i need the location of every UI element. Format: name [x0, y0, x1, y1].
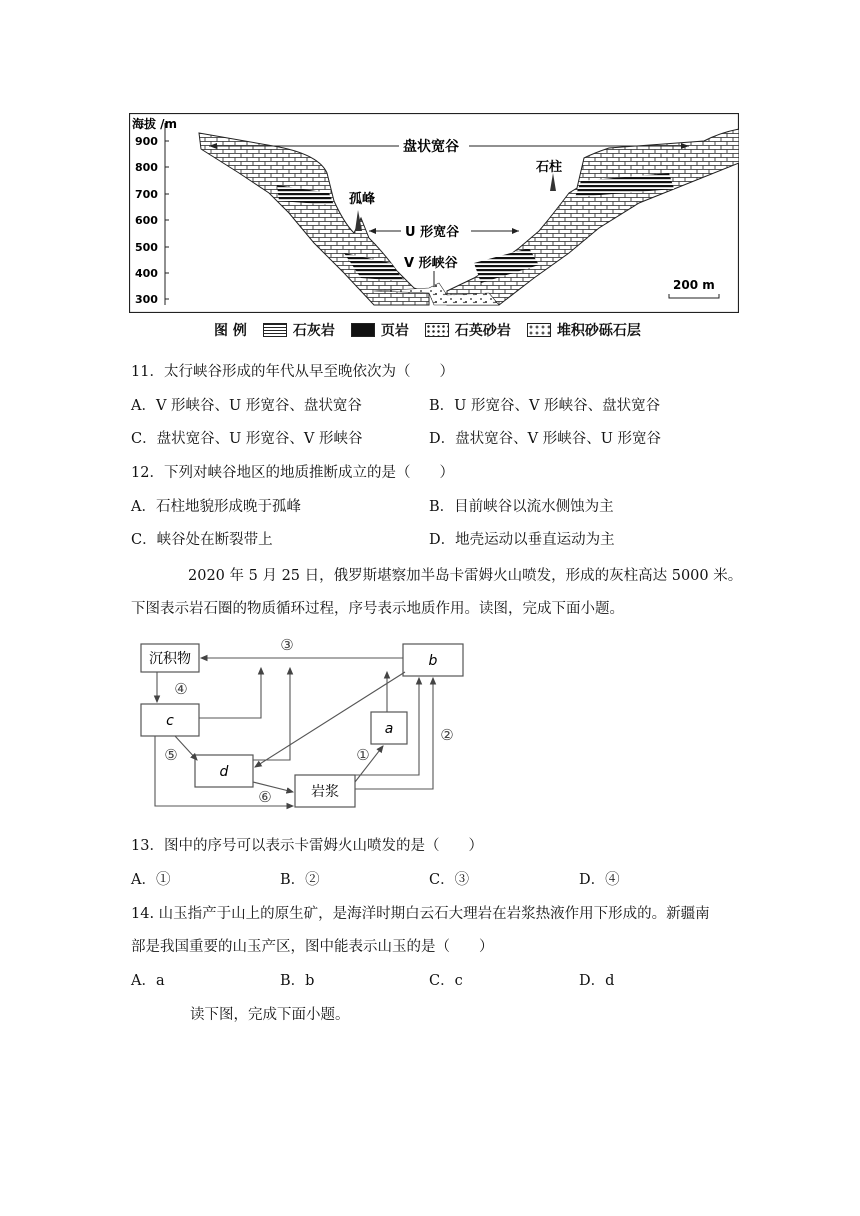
box-c-label: c	[166, 713, 174, 729]
process-2: ②	[440, 726, 454, 744]
box-b-label: b	[428, 653, 438, 669]
rock-cycle-diagram	[135, 632, 480, 817]
canyon-profile-figure	[129, 113, 739, 313]
q12-option-d[interactable]: D．地壳运动以垂直运动为主	[429, 532, 615, 548]
y-tick: 800	[135, 161, 158, 174]
q11-option-b[interactable]: B．U 形宽谷、V 形峡谷、盘状宽谷	[429, 398, 661, 414]
legend-shale: 页岩	[380, 323, 409, 339]
question-11-stem: 11．太行峡谷形成的年代从早至晚依次为（ ）	[131, 364, 454, 380]
figure1-legend	[214, 320, 641, 340]
intro-line-2: 下图表示岩石圈的物质循环过程，序号表示地质作用。读图，完成下面小题。	[131, 601, 624, 617]
question-14-stem-line-1: 14. 山玉指产于山上的原生矿，是海洋时期白云石大理岩在岩浆热液作用下形成的。新疆南	[131, 906, 710, 922]
q11-option-d[interactable]: D．盘状宽谷、V 形峡谷、U 形宽谷	[429, 431, 662, 447]
y-tick: 900	[135, 135, 158, 148]
gravel-swatch	[527, 323, 551, 337]
intro-line-1: 2020 年 5 月 25 日，俄罗斯堪察加半岛卡雷姆火山喷发，形成的灰柱高达 5000 米。	[188, 568, 743, 584]
limestone-swatch	[263, 323, 287, 337]
box-a-label: a	[384, 721, 394, 737]
q13-option-d[interactable]: D．④	[579, 872, 620, 888]
scale-label: 200 m	[673, 278, 715, 292]
label-wide-valley: 盘状宽谷	[403, 139, 459, 155]
q12-option-c[interactable]: C．峡谷处在断裂带上	[131, 532, 273, 548]
process-3: ③	[280, 636, 294, 654]
label-u-valley: U 形宽谷	[405, 225, 460, 240]
q11-option-c[interactable]: C．盘状宽谷、U 形宽谷、V 形峡谷	[131, 431, 363, 447]
box-magma-label: 岩浆	[311, 784, 339, 800]
q12-option-a[interactable]: A．石柱地貌形成晚于孤峰	[131, 499, 301, 515]
question-12-stem: 12．下列对峡谷地区的地质推断成立的是（ ）	[131, 465, 454, 481]
q13-option-b[interactable]: B．②	[280, 872, 320, 888]
y-tick: 700	[135, 188, 158, 201]
stone-pillar	[550, 173, 556, 191]
legend-limestone: 石灰岩	[292, 323, 335, 339]
q14-option-c[interactable]: C．c	[429, 973, 463, 989]
legend-quartz-sandstone: 石英砂岩	[454, 323, 511, 339]
closing-instruction: 读下图，完成下面小题。	[190, 1007, 350, 1023]
q12-option-b[interactable]: B．目前峡谷以流水侧蚀为主	[429, 499, 614, 515]
q13-option-a[interactable]: A．①	[131, 872, 171, 888]
q14-option-a[interactable]: A．a	[131, 973, 165, 989]
shale-swatch	[351, 323, 375, 337]
box-d-label: d	[219, 764, 229, 780]
question-13-stem: 13．图中的序号可以表示卡雷姆火山喷发的是（ ）	[131, 838, 483, 854]
q13-option-c[interactable]: C．③	[429, 872, 470, 888]
process-4: ④	[174, 680, 188, 698]
label-stone-pillar: 石柱	[536, 160, 563, 175]
q14-option-d[interactable]: D．d	[579, 973, 615, 989]
box-sediment-label: 沉积物	[149, 651, 191, 667]
process-6: ⑥	[258, 788, 272, 806]
question-14-stem-line-2: 部是我国重要的山玉产区，图中能表示山玉的是（ ）	[131, 939, 494, 955]
label-lone-peak: 孤峰	[349, 192, 376, 207]
label-v-gorge: V 形峡谷	[404, 256, 458, 271]
y-tick: 300	[135, 293, 158, 306]
y-tick: 500	[135, 241, 158, 254]
process-1: ①	[356, 746, 370, 764]
q11-option-a[interactable]: A．V 形峡谷、U 形宽谷、盘状宽谷	[131, 398, 362, 414]
process-5: ⑤	[164, 746, 178, 764]
y-tick: 400	[135, 267, 158, 280]
y-axis-ticks	[135, 135, 158, 306]
legend-gravel: 堆积砂砾石层	[556, 323, 641, 339]
q14-option-b[interactable]: B．b	[280, 973, 315, 989]
quartz-sandstone-swatch	[425, 323, 449, 337]
legend-title: 图 例	[214, 323, 247, 339]
y-tick: 600	[135, 214, 158, 227]
y-axis-label: 海拔 /m	[132, 117, 178, 131]
